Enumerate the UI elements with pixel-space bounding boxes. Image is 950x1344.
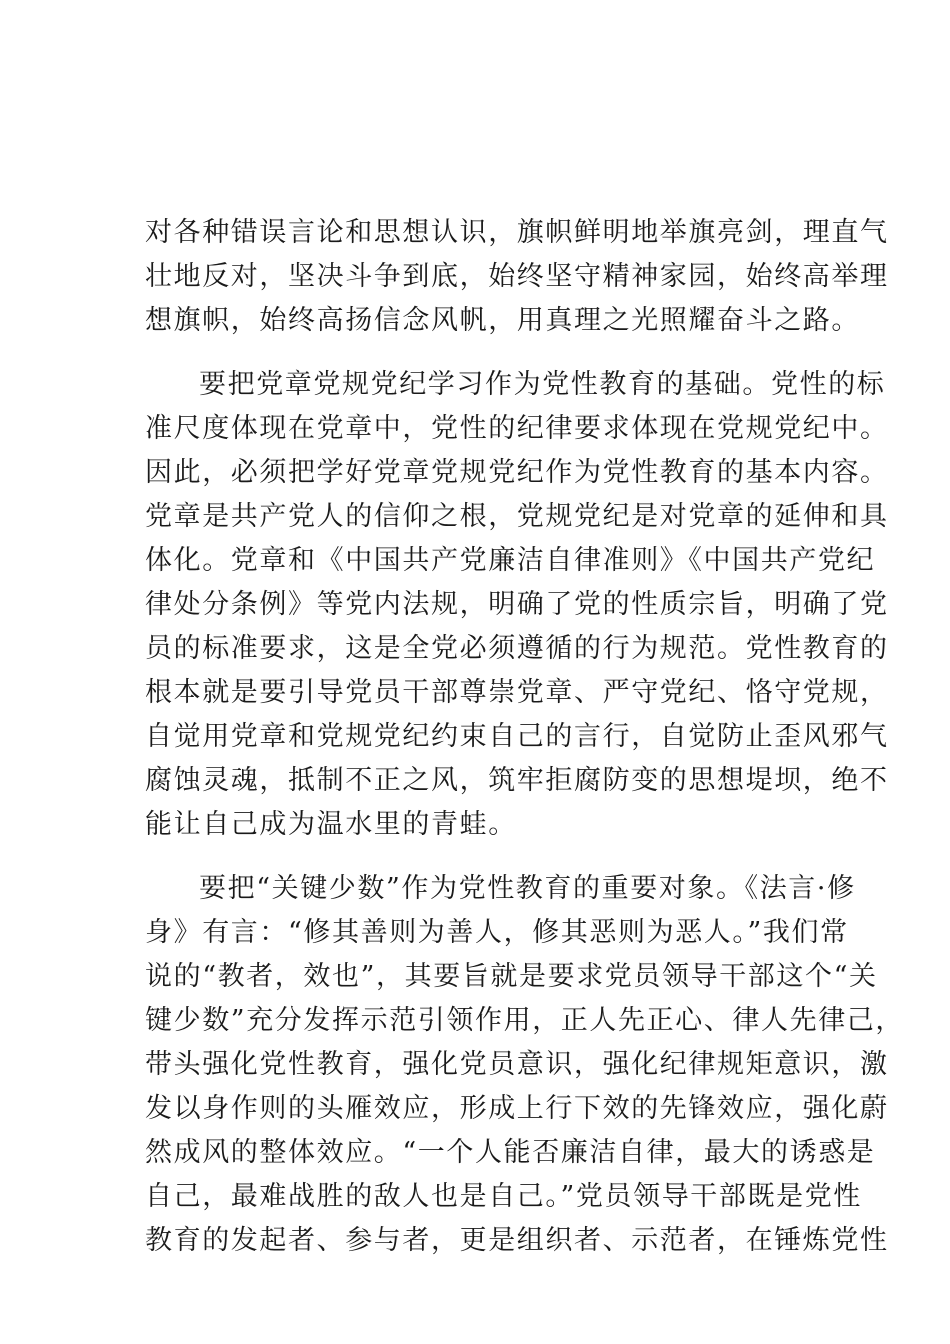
text-line: 腐蚀灵魂，抵制不正之风，筑牢拒腐防变的思想堤坝，绝不 (145, 765, 889, 796)
text-line: 要把党章党规党纪学习作为党性教育的基础。党性的标 (199, 369, 886, 400)
text-line: 说的“教者，效也”，其要旨就是要求党员领导干部这个“关 (145, 961, 878, 992)
text-line: 身》有言：“修其善则为善人，修其恶则为恶人。”我们常 (145, 917, 849, 948)
text-line: 壮地反对，坚决斗争到底，始终坚守精神家园，始终高举理 (145, 261, 889, 292)
text-line: 要把“关键少数”作为党性教育的重要对象。《法言·修 (199, 873, 856, 904)
text-line: 想旗帜，始终高扬信念风帆，用真理之光照耀奋斗之路。 (145, 305, 860, 336)
text-line: 律处分条例》等党内法规，明确了党的性质宗旨，明确了党 (145, 589, 889, 620)
text-line: 体化。党章和《中国共产党廉洁自律准则》《中国共产党纪 (145, 545, 876, 576)
text-line: 键少数”充分发挥示范引领作用，正人先正心、律人先律己， (145, 1005, 905, 1036)
text-line: 能让自己成为温水里的青蛙。 (145, 809, 517, 840)
text-line: 自己，最难战胜的敌人也是自己。”党员领导干部既是党性 (145, 1181, 862, 1212)
text-line: 因此，必须把学好党章党规党纪作为党性教育的基本内容。 (145, 457, 889, 488)
text-line: 准尺度体现在党章中，党性的纪律要求体现在党规党纪中。 (145, 413, 889, 444)
text-line: 员的标准要求，这是全党必须遵循的行为规范。党性教育的 (145, 633, 889, 664)
text-line: 教育的发起者、参与者，更是组织者、示范者，在锤炼党性 (145, 1225, 889, 1256)
text-line: 带头强化党性教育，强化党员意识，强化纪律规矩意识，激 (145, 1049, 889, 1080)
text-line: 对各种错误言论和思想认识，旗帜鲜明地举旗亮剑，理直气 (145, 217, 889, 248)
text-line: 然成风的整体效应。“一个人能否廉洁自律，最大的诱惑是 (145, 1137, 876, 1168)
text-line: 发以身作则的头雁效应，形成上行下效的先锋效应，强化蔚 (145, 1093, 889, 1124)
text-line: 党章是共产党人的信仰之根，党规党纪是对党章的延伸和具 (145, 501, 889, 532)
text-line: 根本就是要引导党员干部尊崇党章、严守党纪、恪守党规， (145, 677, 889, 708)
text-line: 自觉用党章和党规党纪约束自己的言行，自觉防止歪风邪气 (145, 721, 889, 752)
